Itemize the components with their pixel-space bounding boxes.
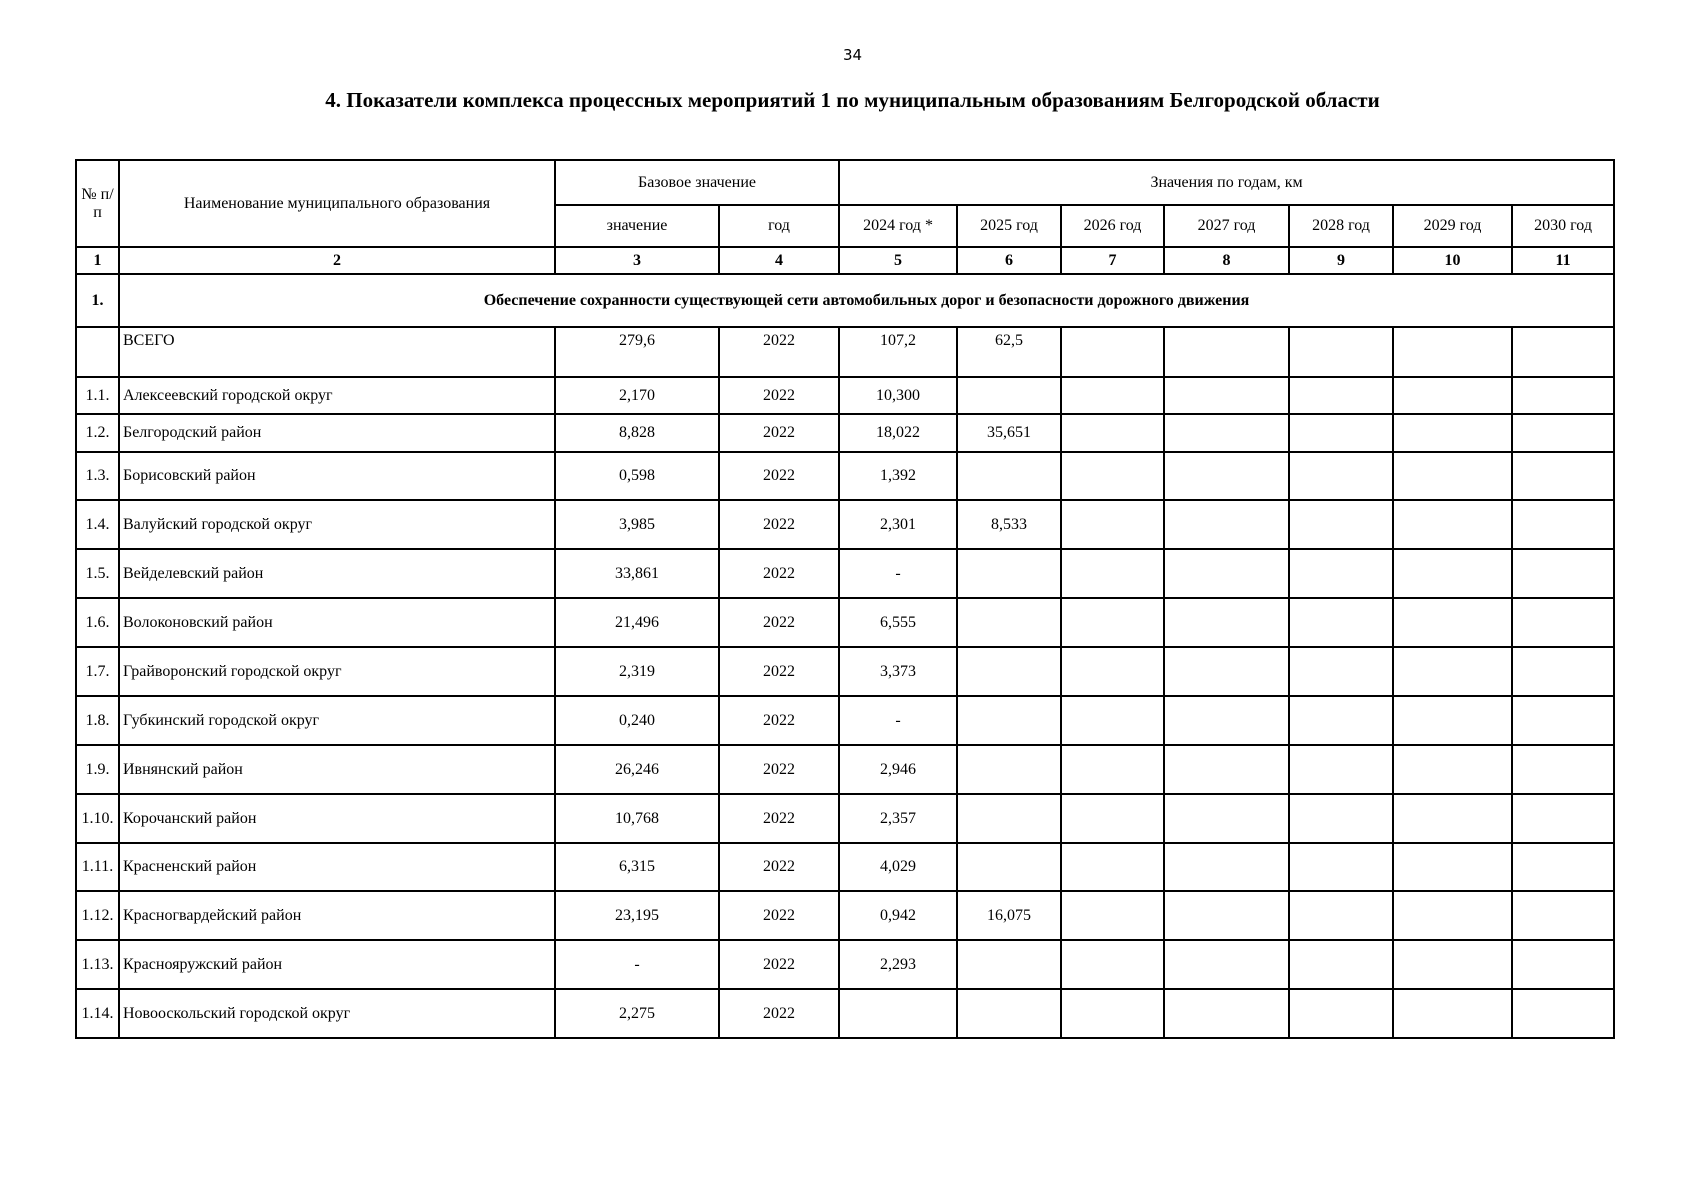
table-row	[76, 989, 1614, 1038]
row-year-value	[1393, 598, 1512, 647]
row-year-value: 10,300	[839, 377, 957, 414]
header-base-value: значение	[555, 205, 719, 247]
table-row	[76, 891, 1614, 940]
row-year-value	[1289, 647, 1393, 696]
row-year-value	[1289, 377, 1393, 414]
row-year-value	[957, 794, 1061, 843]
table-row	[76, 745, 1614, 794]
row-year-value: 1,392	[839, 452, 957, 500]
header-year: 2029 год	[1393, 205, 1512, 247]
total-value-2028	[1289, 327, 1393, 377]
row-year-value	[1061, 794, 1164, 843]
row-year-value	[1164, 891, 1289, 940]
row-year-value	[1164, 647, 1289, 696]
row-name: Ивнянский район	[119, 745, 555, 794]
row-name: Волоконовский район	[119, 598, 555, 647]
row-year-value: 2,301	[839, 500, 957, 549]
row-base-value: 21,496	[555, 598, 719, 647]
column-numbers-row	[76, 247, 1614, 274]
row-no: 1.12.	[76, 891, 119, 940]
row-year-value	[1512, 598, 1614, 647]
row-year-value	[1289, 891, 1393, 940]
row-year-value: 4,029	[839, 843, 957, 891]
row-base-value: 8,828	[555, 414, 719, 452]
row-year-value	[1393, 843, 1512, 891]
row-year-value	[1289, 843, 1393, 891]
row-year-value	[1512, 940, 1614, 989]
header-by-years: Значения по годам, км	[839, 160, 1614, 205]
table-row	[76, 549, 1614, 598]
row-year-value	[1289, 989, 1393, 1038]
table-row	[76, 940, 1614, 989]
section-number: 1.	[76, 274, 119, 327]
total-value-2025: 62,5	[957, 327, 1061, 377]
row-base-year: 2022	[719, 745, 839, 794]
page-number: 34	[842, 46, 863, 64]
table-row	[76, 647, 1614, 696]
row-year-value	[1164, 989, 1289, 1038]
row-base-year: 2022	[719, 452, 839, 500]
row-year-value	[957, 452, 1061, 500]
row-no: 1.1.	[76, 377, 119, 414]
row-year-value	[957, 377, 1061, 414]
row-year-value	[1061, 696, 1164, 745]
row-name: Белгородский район	[119, 414, 555, 452]
row-year-value	[957, 843, 1061, 891]
row-year-value	[839, 989, 957, 1038]
column-number: 7	[1061, 247, 1164, 274]
column-number: 1	[76, 247, 119, 274]
table-row	[76, 377, 1614, 414]
row-year-value	[1289, 794, 1393, 843]
row-year-value: 8,533	[957, 500, 1061, 549]
row-year-value	[1512, 891, 1614, 940]
row-name: Красненский район	[119, 843, 555, 891]
row-name: Валуйский городской округ	[119, 500, 555, 549]
row-year-value	[1393, 414, 1512, 452]
row-no: 1.8.	[76, 696, 119, 745]
row-year-value	[1061, 598, 1164, 647]
row-year-value	[1061, 745, 1164, 794]
column-number: 8	[1164, 247, 1289, 274]
row-base-year: 2022	[719, 696, 839, 745]
row-year-value	[1289, 549, 1393, 598]
row-year-value: 18,022	[839, 414, 957, 452]
row-year-value	[1512, 647, 1614, 696]
row-year-value	[1061, 377, 1164, 414]
row-no: 1.6.	[76, 598, 119, 647]
row-year-value	[957, 598, 1061, 647]
row-year-value: 6,555	[839, 598, 957, 647]
row-year-value	[1512, 500, 1614, 549]
row-year-value	[1061, 940, 1164, 989]
row-year-value: 3,373	[839, 647, 957, 696]
row-year-value	[1164, 598, 1289, 647]
header-no: № п/п	[76, 160, 119, 247]
row-base-value: 10,768	[555, 794, 719, 843]
total-value-2030	[1512, 327, 1614, 377]
row-name: Новооскольский городской округ	[119, 989, 555, 1038]
row-base-value: 2,275	[555, 989, 719, 1038]
row-year-value	[1164, 696, 1289, 745]
column-number: 6	[957, 247, 1061, 274]
row-base-year: 2022	[719, 891, 839, 940]
row-year-value	[1061, 500, 1164, 549]
row-year-value	[1393, 377, 1512, 414]
row-year-value	[1512, 377, 1614, 414]
row-year-value	[1512, 452, 1614, 500]
section-row	[76, 274, 1614, 327]
row-year-value	[1393, 745, 1512, 794]
row-year-value	[1061, 843, 1164, 891]
row-year-value	[1393, 452, 1512, 500]
row-year-value	[1393, 940, 1512, 989]
row-year-value	[1512, 794, 1614, 843]
row-base-value: 3,985	[555, 500, 719, 549]
row-year-value	[1061, 989, 1164, 1038]
row-year-value	[1164, 794, 1289, 843]
row-base-year: 2022	[719, 940, 839, 989]
total-base-value: 279,6	[555, 327, 719, 377]
column-number: 5	[839, 247, 957, 274]
row-year-value: -	[839, 696, 957, 745]
row-no: 1.10.	[76, 794, 119, 843]
header-base-year: год	[719, 205, 839, 247]
total-name: ВСЕГО	[119, 327, 555, 377]
section-title: Обеспечение сохранности существующей сети автомобильных дорог и безопасности дорожного движения	[119, 274, 1614, 327]
row-name: Краснояружский район	[119, 940, 555, 989]
row-base-year: 2022	[719, 377, 839, 414]
row-base-year: 2022	[719, 647, 839, 696]
row-name: Алексеевский городской округ	[119, 377, 555, 414]
header-name: Наименование муниципального образования	[119, 160, 555, 247]
row-year-value	[1512, 745, 1614, 794]
header-year: 2026 год	[1061, 205, 1164, 247]
row-year-value: 2,357	[839, 794, 957, 843]
row-no: 1.5.	[76, 549, 119, 598]
row-name: Губкинский городской округ	[119, 696, 555, 745]
row-year-value	[1061, 452, 1164, 500]
row-year-value	[1289, 414, 1393, 452]
column-number: 10	[1393, 247, 1512, 274]
header-year: 2030 год	[1512, 205, 1614, 247]
row-base-year: 2022	[719, 598, 839, 647]
table-row	[76, 843, 1614, 891]
row-base-year: 2022	[719, 500, 839, 549]
row-name: Грайворонский городской округ	[119, 647, 555, 696]
total-value-2027	[1164, 327, 1289, 377]
table-row	[76, 452, 1614, 500]
row-year-value	[1164, 452, 1289, 500]
row-year-value	[1393, 891, 1512, 940]
row-year-value	[1393, 549, 1512, 598]
row-year-value	[1289, 745, 1393, 794]
row-base-value: 33,861	[555, 549, 719, 598]
row-base-value: 0,240	[555, 696, 719, 745]
row-year-value	[1164, 843, 1289, 891]
row-year-value	[1512, 696, 1614, 745]
row-year-value: 16,075	[957, 891, 1061, 940]
total-value-2026	[1061, 327, 1164, 377]
total-row	[76, 327, 1614, 377]
table-row	[76, 414, 1614, 452]
row-year-value	[1061, 647, 1164, 696]
row-year-value	[957, 696, 1061, 745]
total-no	[76, 327, 119, 377]
row-year-value	[1289, 500, 1393, 549]
row-year-value	[1164, 940, 1289, 989]
row-name: Борисовский район	[119, 452, 555, 500]
row-year-value	[1164, 414, 1289, 452]
row-year-value	[1393, 989, 1512, 1038]
table-row	[76, 794, 1614, 843]
header-year: 2027 год	[1164, 205, 1289, 247]
row-no: 1.4.	[76, 500, 119, 549]
column-number: 4	[719, 247, 839, 274]
row-year-value	[1061, 891, 1164, 940]
row-year-value	[1512, 843, 1614, 891]
row-base-value: -	[555, 940, 719, 989]
document-title: 4. Показатели комплекса процессных мероприятий 1 по муниципальным образованиям Белгородской области	[325, 88, 1380, 112]
row-base-year: 2022	[719, 549, 839, 598]
table-row	[76, 598, 1614, 647]
row-name: Вейделевский район	[119, 549, 555, 598]
row-year-value	[957, 745, 1061, 794]
header-row-1	[76, 160, 1614, 205]
row-no: 1.2.	[76, 414, 119, 452]
row-base-value: 6,315	[555, 843, 719, 891]
header-year: 2028 год	[1289, 205, 1393, 247]
row-year-value	[1164, 745, 1289, 794]
row-year-value	[1061, 414, 1164, 452]
row-year-value: 0,942	[839, 891, 957, 940]
row-base-year: 2022	[719, 794, 839, 843]
row-year-value	[1289, 598, 1393, 647]
row-year-value	[1164, 377, 1289, 414]
row-year-value: -	[839, 549, 957, 598]
row-year-value	[1164, 549, 1289, 598]
row-year-value	[957, 647, 1061, 696]
row-year-value	[1164, 500, 1289, 549]
row-year-value	[1512, 414, 1614, 452]
row-year-value	[1289, 940, 1393, 989]
row-year-value	[957, 549, 1061, 598]
row-base-value: 26,246	[555, 745, 719, 794]
row-year-value	[1393, 647, 1512, 696]
row-year-value	[1393, 794, 1512, 843]
row-no: 1.3.	[76, 452, 119, 500]
row-year-value	[1393, 500, 1512, 549]
row-year-value	[1289, 452, 1393, 500]
total-value-2024: 107,2	[839, 327, 957, 377]
row-year-value: 35,651	[957, 414, 1061, 452]
header-base: Базовое значение	[555, 160, 839, 205]
column-number: 2	[119, 247, 555, 274]
row-base-value: 0,598	[555, 452, 719, 500]
row-no: 1.11.	[76, 843, 119, 891]
row-base-year: 2022	[719, 843, 839, 891]
column-number: 3	[555, 247, 719, 274]
header-year: 2024 год *	[839, 205, 957, 247]
row-year-value	[1289, 696, 1393, 745]
total-base-year: 2022	[719, 327, 839, 377]
row-base-value: 2,319	[555, 647, 719, 696]
row-year-value	[1393, 696, 1512, 745]
column-number: 11	[1512, 247, 1614, 274]
row-year-value: 2,293	[839, 940, 957, 989]
row-base-year: 2022	[719, 989, 839, 1038]
row-name: Корочанский район	[119, 794, 555, 843]
total-value-2029	[1393, 327, 1512, 377]
row-base-value: 23,195	[555, 891, 719, 940]
row-year-value	[1512, 549, 1614, 598]
row-base-year: 2022	[719, 414, 839, 452]
table-row	[76, 500, 1614, 549]
row-no: 1.13.	[76, 940, 119, 989]
row-year-value	[957, 989, 1061, 1038]
row-no: 1.7.	[76, 647, 119, 696]
row-year-value: 2,946	[839, 745, 957, 794]
row-no: 1.9.	[76, 745, 119, 794]
header-year: 2025 год	[957, 205, 1061, 247]
row-year-value	[1512, 989, 1614, 1038]
column-number: 9	[1289, 247, 1393, 274]
row-year-value	[1061, 549, 1164, 598]
row-year-value	[957, 940, 1061, 989]
row-base-value: 2,170	[555, 377, 719, 414]
row-no: 1.14.	[76, 989, 119, 1038]
row-name: Красногвардейский район	[119, 891, 555, 940]
table-row	[76, 696, 1614, 745]
indicators-table	[75, 159, 1615, 1039]
